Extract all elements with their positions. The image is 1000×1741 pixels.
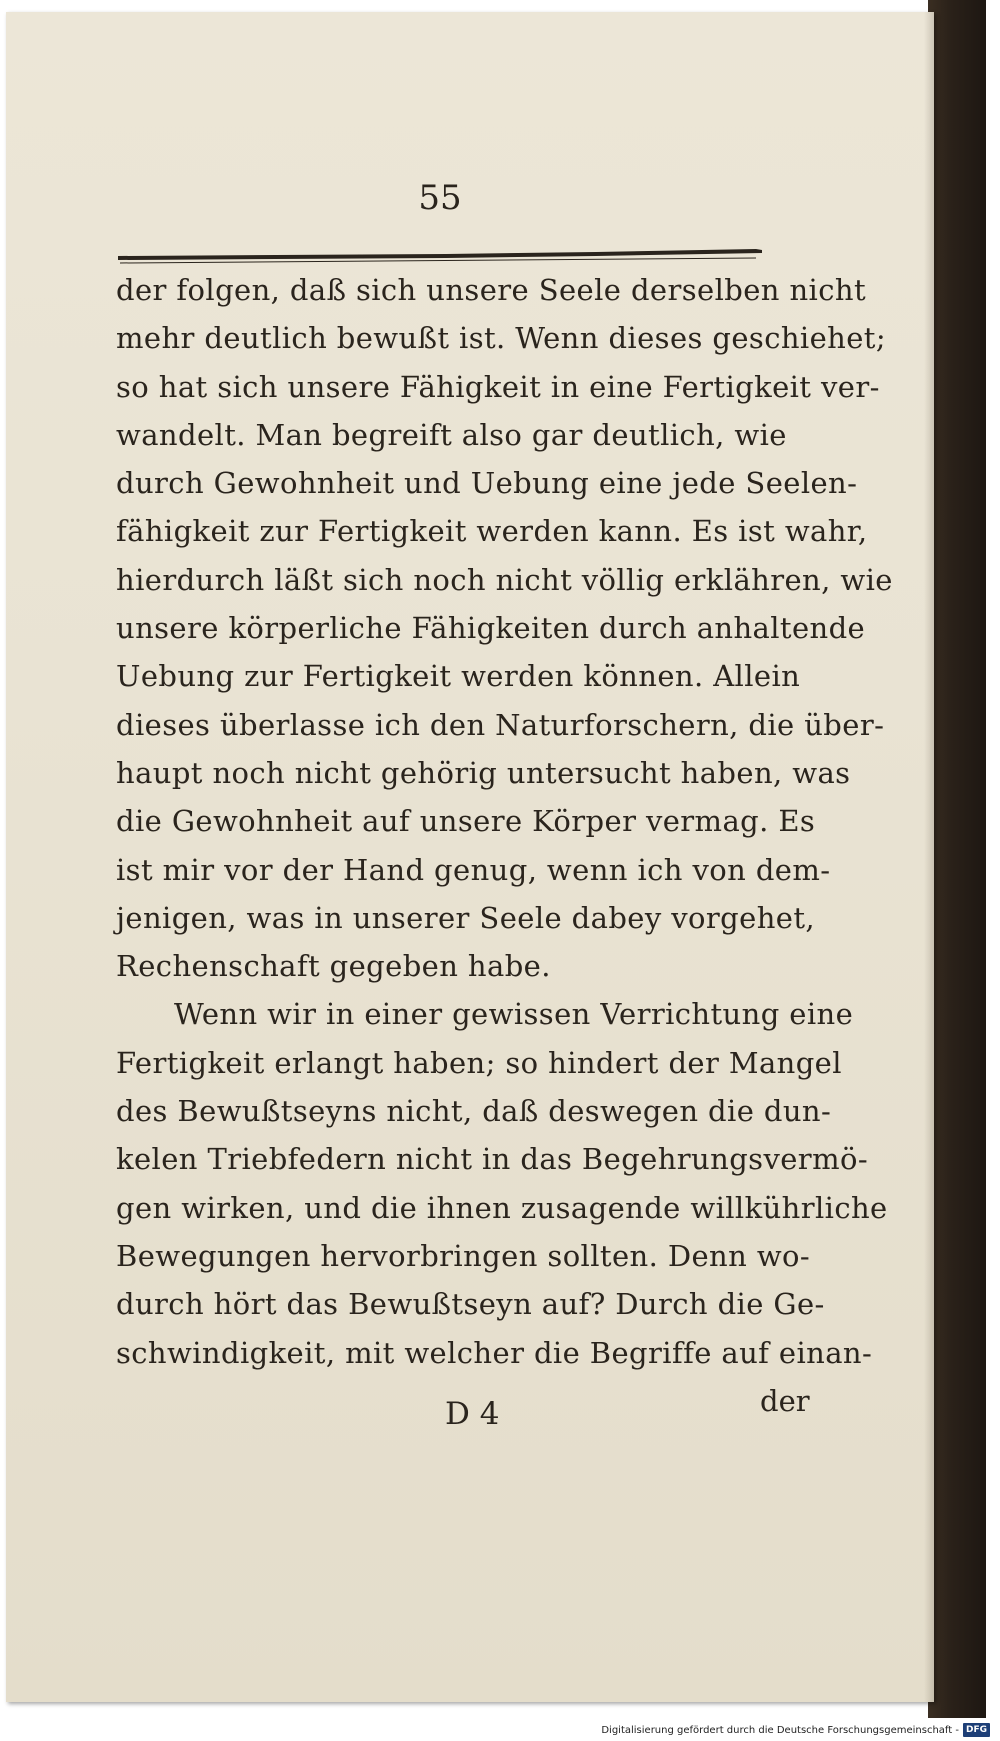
signature-mark: D 4 [445, 1396, 500, 1432]
text-line: Fertigkeit erlangt haben; so hindert der Mangel [116, 1045, 842, 1080]
page-body [116, 266, 893, 1377]
text-line: wandelt. Man begreift also gar deutlich, wie [116, 417, 787, 452]
text-line: dieses überlasse ich den Naturforschern, die über- [116, 707, 885, 742]
catchword: der [760, 1384, 810, 1418]
text-line: kelen Triebfedern nicht in das Begehrungsvermö- [116, 1142, 869, 1177]
text-line: durch hört das Bewußtseyn auf? Durch die Ge- [116, 1287, 825, 1322]
text-line: mehr deutlich bewußt ist. Wenn dieses geschiehet; [116, 321, 887, 356]
text-line: Rechenschaft gegeben habe. [116, 949, 551, 984]
text-line: so hat sich unsere Fähigkeit in eine Fertigkeit ver- [116, 369, 880, 404]
text-line: fähigkeit zur Fertigkeit werden kann. Es ist wahr, [116, 514, 868, 549]
header-rule [116, 244, 764, 264]
page-number: 55 [418, 178, 462, 218]
text-line: haupt noch nicht gehörig untersucht haben, was [116, 755, 851, 790]
text-line: unsere körperliche Fähigkeiten durch anhaltende [116, 611, 866, 646]
header-rule-line [116, 244, 764, 264]
credit-text: Digitalisierung gefördert durch die Deutsche Forschungsgemeinschaft - [601, 1724, 959, 1736]
text-line: die Gewohnheit auf unsere Körper vermag. Es [116, 804, 816, 839]
text-line: der folgen, daß sich unsere Seele derselben nicht [116, 273, 866, 307]
text-line: durch Gewohnheit und Uebung eine jede Seelen- [116, 466, 858, 501]
text-line: Bewegungen hervorbringen sollten. Denn wo- [116, 1238, 811, 1273]
text-line: jenigen, was in unserer Seele dabey vorgehet, [116, 900, 816, 935]
digitization-credit [601, 1722, 990, 1738]
text-line: Wenn wir in einer gewissen Verrichtung eine [174, 997, 854, 1032]
book-board [928, 0, 986, 1718]
text-line: schwindigkeit, mit welcher die Begriffe auf einan- [116, 1335, 873, 1370]
text-line: ist mir vor der Hand genug, wenn ich von dem- [116, 852, 831, 887]
text-line: des Bewußtseyns nicht, daß deswegen die dun- [116, 1094, 832, 1129]
dfg-logo: DFG [963, 1723, 990, 1737]
text-line: gen wirken, und die ihnen zusagende willkührliche [116, 1190, 888, 1225]
text-line: hierdurch läßt sich noch nicht völlig erklähren, wie [116, 562, 893, 597]
text-line: Uebung zur Fertigkeit werden können. Allein [116, 659, 801, 694]
